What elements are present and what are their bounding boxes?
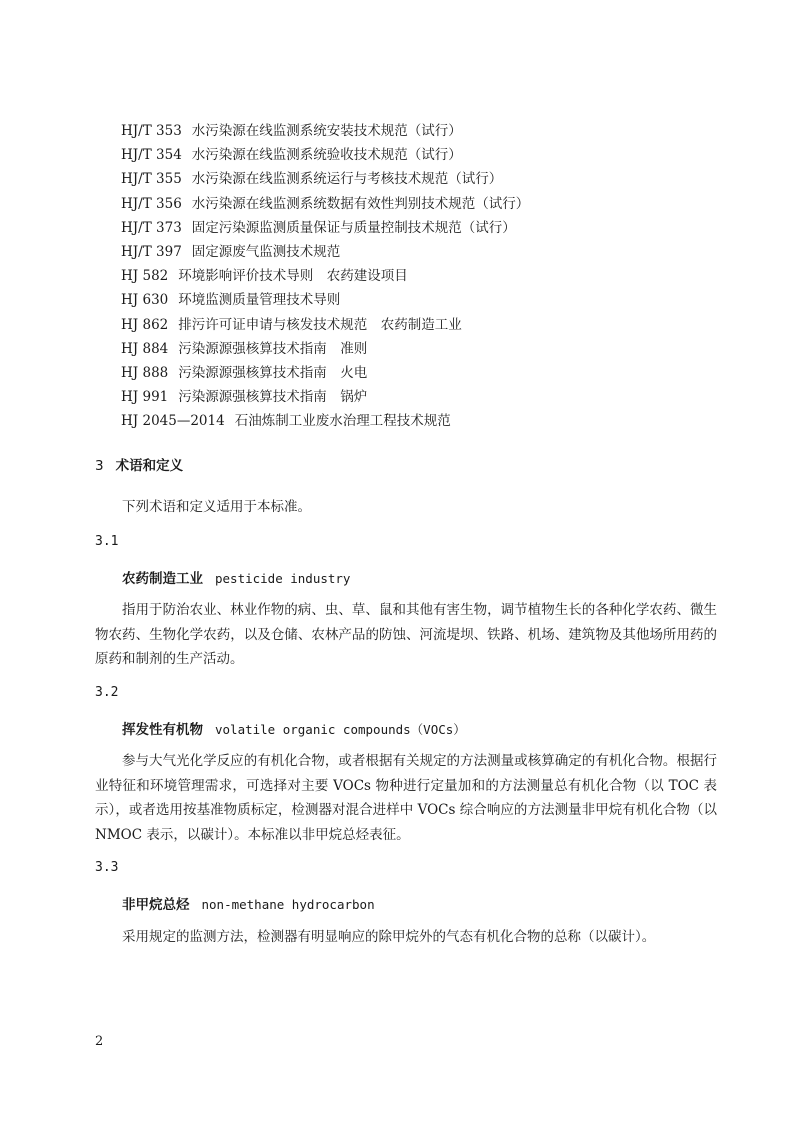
reference-code: HJ 884 <box>121 340 169 357</box>
reference-code: HJ 2045—2014 <box>121 413 225 430</box>
reference-item <box>121 192 741 216</box>
reference-item <box>121 337 741 361</box>
reference-item <box>121 288 741 312</box>
section-heading <box>95 454 183 474</box>
term-heading <box>122 893 375 913</box>
reference-item <box>121 409 741 433</box>
reference-code: HJ/T 373 <box>121 219 182 236</box>
reference-title: 污染源源强核算技术指南 火电 <box>178 364 368 381</box>
section-intro: 下列术语和定义适用于本标准。 <box>122 499 311 515</box>
reference-title: 石油炼制工业废水治理工程技术规范 <box>234 413 451 430</box>
reference-item <box>121 216 741 240</box>
section-number: 3 <box>95 458 104 474</box>
reference-title: 固定源废气监测技术规范 <box>191 243 341 260</box>
term-english: non-methane hydrocarbon <box>201 897 375 912</box>
reference-code: HJ/T 397 <box>121 243 182 260</box>
term-chinese: 农药制造工业 <box>122 571 203 587</box>
reference-code: HJ 630 <box>121 292 169 309</box>
reference-code: HJ 991 <box>121 389 169 406</box>
reference-title: 环境监测质量管理技术导则 <box>178 292 341 309</box>
reference-title: 排污许可证申请与核发技术规范 农药制造工业 <box>178 316 462 333</box>
normative-references-list <box>121 119 741 433</box>
reference-code: HJ/T 353 <box>121 123 182 139</box>
reference-item <box>121 119 741 143</box>
page-number: 2 <box>95 1034 104 1049</box>
term-chinese: 挥发性有机物 <box>122 722 203 738</box>
term-heading <box>122 567 350 587</box>
term-definition: 采用规定的监测方法，检测器有明显响应的除甲烷外的气态有机化合物的总称（以碳计）。 <box>122 929 656 945</box>
term-english: volatile organic compounds（VOCs） <box>215 722 466 737</box>
term-definition: 参与大气光化学反应的有机化合物，或者根据有关规定的方法测量或核算确定的有机化合物。根据行业特征和环境管理需求，可选择对主要 VOCs 物种进行定量加和的方法测量总有机化合物（以 TOC 表示），或者选用按基准物质标定，检测器对混合进样中 VOCs 综合响应的方法测量非甲烷有机化合物（以 NMOC 表示，以碳计）。本标准以非甲烷总烃表征。 <box>95 753 717 843</box>
clause-number: 3.3 <box>95 860 119 875</box>
term-english: pesticide industry <box>215 571 351 586</box>
reference-title: 水污染源在线监测系统验收技术规范（试行） <box>191 147 462 164</box>
term-chinese: 非甲烷总烃 <box>122 897 190 913</box>
reference-item <box>121 361 741 385</box>
reference-code: HJ/T 356 <box>121 195 182 212</box>
reference-title: 污染源源强核算技术指南 准则 <box>178 340 368 357</box>
reference-code: HJ/T 354 <box>121 147 182 164</box>
reference-title: 污染源源强核算技术指南 锅炉 <box>178 389 368 406</box>
term-heading <box>122 718 466 738</box>
clause-number: 3.2 <box>95 685 119 700</box>
reference-item <box>121 240 741 264</box>
reference-code: HJ 888 <box>121 364 169 381</box>
reference-code: HJ/T 355 <box>121 171 182 188</box>
section-title: 术语和定义 <box>115 458 184 474</box>
term-definition: 指用于防治农业、林业作物的病、虫、草、鼠和其他有害生物，调节植物生长的各种化学农药、微生物农药、生物化学农药，以及仓储、农林产品的防蚀、河流堤坝、铁路、机场、建筑物及其他场所用药的原药和制剂的生产活动。 <box>95 602 717 667</box>
reference-code: HJ 582 <box>121 268 169 285</box>
reference-title: 水污染源在线监测系统运行与考核技术规范（试行） <box>191 171 503 188</box>
reference-title: 环境影响评价技术导则 农药建设项目 <box>178 268 408 285</box>
reference-item <box>121 264 741 288</box>
reference-title: 固定污染源监测质量保证与质量控制技术规范（试行） <box>191 219 516 236</box>
reference-item <box>121 313 741 337</box>
reference-item <box>121 385 741 409</box>
reference-title: 水污染源在线监测系统数据有效性判别技术规范（试行） <box>191 195 530 212</box>
reference-code: HJ 862 <box>121 316 169 333</box>
reference-item <box>121 167 741 191</box>
clause-number: 3.1 <box>95 534 119 549</box>
reference-title: 水污染源在线监测系统安装技术规范（试行） <box>191 123 462 139</box>
reference-item <box>121 143 741 167</box>
